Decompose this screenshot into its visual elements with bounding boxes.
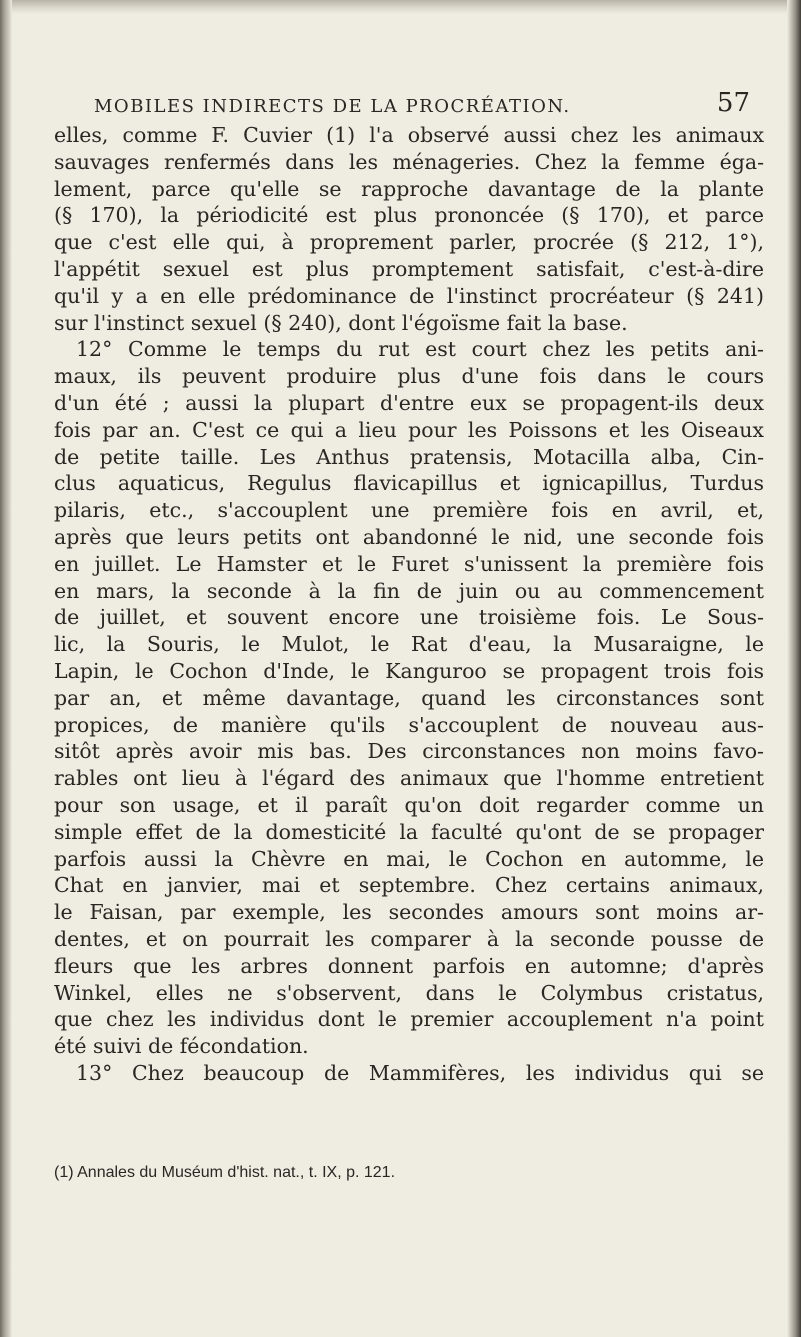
text-line: sauvages renfermés dans les ménageries. Chez la femme éga- [54,149,764,174]
text-line: le Faisan, par exemple, les secondes amours sont moins ar- [54,900,764,925]
text-line: clus aquaticus, Regulus flavicapillus et ignicapillus, Turdus [54,471,764,496]
text-line: par an, et même davantage, quand les circonstances sont [54,685,764,710]
text-line: de petite taille. Les Anthus pratensis, Motacilla alba, Cin- [54,444,764,469]
text-line: que c'est elle qui, à proprement parler, procrée (§ 212, 1°), [54,230,764,255]
text-line: pour son usage, et il paraît qu'on doit regarder comme un [54,792,764,817]
text-line: fois par an. C'est ce qui a lieu pour les Poissons et les Oiseaux [54,417,764,442]
text-line: 12° Comme le temps du rut est court chez les petits ani- [76,337,764,362]
text-line: sitôt après avoir mis bas. Des circonstances non moins favo- [54,739,764,764]
text-line: que chez les individus dont le premier accouplement n'a point [54,1007,764,1032]
page-number: 57 [716,88,750,118]
text-line: en mars, la seconde à la fin de juin ou au commencement [54,578,764,603]
text-line: après que leurs petits ont abandonné le nid, une seconde fois [54,524,764,549]
text-line: rables ont lieu à l'égard des animaux que l'homme entretient [54,766,764,791]
text-line: maux, ils peuvent produire plus d'une fois dans le cours [54,364,764,389]
text-line: lement, parce qu'elle se rapproche davantage de la plante [54,176,764,201]
text-line: 13° Chez beaucoup de Mammifères, les individus qui se [76,1060,764,1085]
text-line: propices, de manière qu'ils s'accouplent de nouveau aus- [54,712,764,737]
text-line: été suivi de fécondation. [54,1034,309,1059]
text-line: de juillet, et souvent encore une troisième fois. Le Sous- [54,605,764,630]
text-line: Lapin, le Cochon d'Inde, le Kanguroo se propagent trois fois [54,658,764,683]
text-line: pilaris, etc., s'accouplent une première fois en avril, et, [54,498,764,523]
text-line: d'un été ; aussi la plupart d'entre eux se propagent-ils deux [54,390,764,415]
page-left-edge [0,0,12,1337]
text-line: elles, comme F. Cuvier (1) l'a observé aussi chez les animaux [54,123,764,147]
text-line: Winkel, elles ne s'observent, dans le Colymbus cristatus, [54,980,764,1005]
text-line: (§ 170), la périodicité est plus prononcée (§ 170), et parce [54,203,764,228]
text-line: dentes, et on pourrait les comparer à la seconde pousse de [54,926,764,951]
page-header [40,86,780,118]
page-right-edge [787,0,801,1337]
text-line: simple effet de la domesticité la faculté qu'ont de se propager [54,819,764,844]
text-line: fleurs que les arbres donnent parfois en automne; d'après [54,953,764,978]
text-line: l'appétit sexuel est plus promptement satisfait, c'est-à-dire [54,256,764,281]
body-text [54,122,764,1087]
text-line: qu'il y a en elle prédominance de l'instinct procréateur (§ 241) [54,283,764,308]
text-line: lic, la Souris, le Mulot, le Rat d'eau, la Musaraigne, le [54,632,764,657]
footnote: (1) Annales du Muséum d'hist. nat., t. IX, p. 121. [54,1164,396,1181]
page-top-edge [0,0,801,14]
running-title: MOBILES INDIRECTS DE LA PROCRÉATION. [94,96,571,117]
text-line: Chat en janvier, mai et septembre. Chez certains animaux, [54,873,764,898]
text-line: en juillet. Le Hamster et le Furet s'unissent la première fois [54,551,764,576]
text-line: sur l'instinct sexuel (§ 240), dont l'égoïsme fait la base. [54,310,628,335]
text-line: parfois aussi la Chèvre en mai, le Cochon en automme, le [54,846,764,871]
